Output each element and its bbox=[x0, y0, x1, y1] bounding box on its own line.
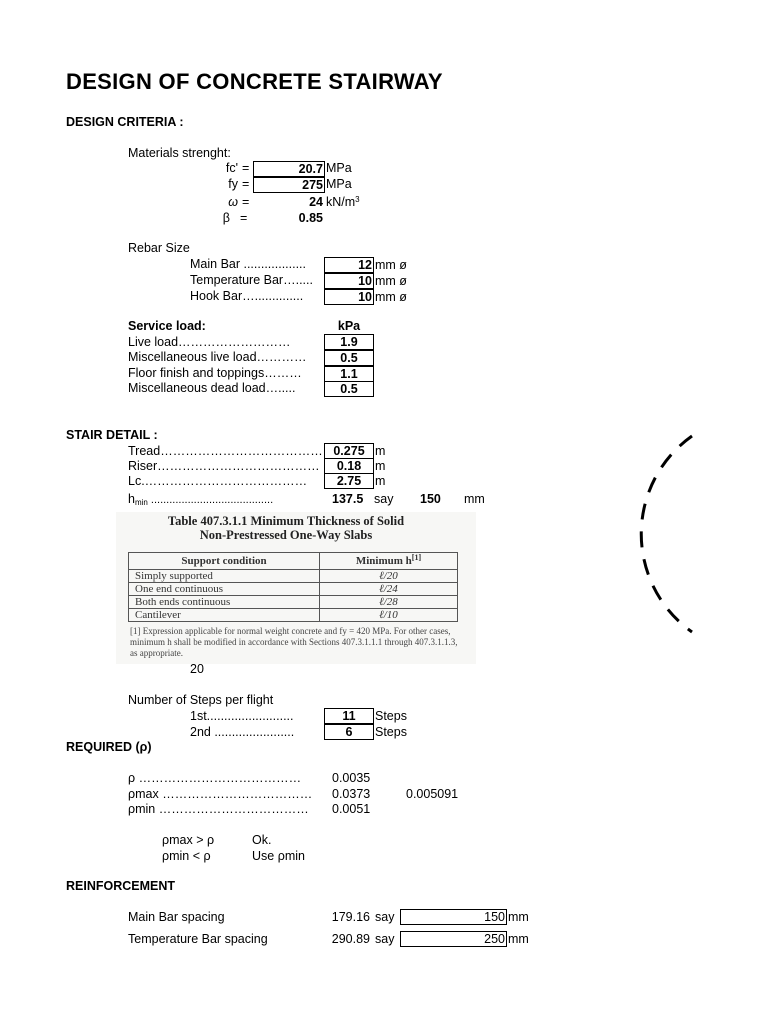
misc-dead-load-value-cell[interactable]: 0.5 bbox=[324, 381, 374, 397]
main-spacing-unit: mm bbox=[508, 910, 529, 924]
misc-live-load-value-cell[interactable]: 0.5 bbox=[324, 350, 374, 366]
materials-label: Materials strenght: bbox=[128, 146, 231, 160]
service-load-heading: Service load: bbox=[128, 319, 206, 333]
page-title: DESIGN OF CONCRETE STAIRWAY bbox=[66, 69, 443, 94]
tread-value-cell[interactable]: 0.275 bbox=[324, 443, 374, 459]
hook-bar-value-cell[interactable]: 10 bbox=[324, 289, 374, 305]
check-2-result: Use ρmin bbox=[252, 849, 305, 863]
temp-bar-unit: mm ø bbox=[375, 274, 407, 288]
rhomin-label: ρmin ……………………………… bbox=[128, 802, 309, 816]
code-table-value: ℓ/20 bbox=[320, 570, 458, 583]
divisor-value: 20 bbox=[190, 662, 204, 676]
code-table-image bbox=[116, 512, 476, 664]
beta-symbol: β bbox=[222, 211, 230, 225]
code-table-note: [1] Expression applicable for normal weight concrete and fy = 420 MPa. For other cases, minimum h shall be modified in accordance with Sections 407.3.1.1.1 through 407.3.1.1.3, as appropriate. bbox=[130, 626, 458, 658]
design-criteria-heading: DESIGN CRITERIA : bbox=[66, 115, 184, 129]
hook-bar-label: Hook Bar….............. bbox=[190, 289, 304, 303]
code-table-title-1: Table 407.3.1.1 Minimum Thickness of Solid bbox=[167, 514, 405, 528]
hmin-say: say bbox=[374, 492, 394, 506]
beta-eq: = bbox=[240, 211, 248, 225]
steps-1st-label: 1st......................... bbox=[190, 709, 294, 723]
table-row bbox=[129, 570, 458, 583]
temp-spacing-value-cell[interactable]: 250 bbox=[400, 931, 507, 947]
main-spacing-label: Main Bar spacing bbox=[128, 910, 225, 924]
main-spacing-say: say bbox=[375, 910, 395, 924]
stair-detail-heading: STAIR DETAIL : bbox=[66, 428, 158, 442]
misc-live-load-label: Miscellaneous live load………… bbox=[128, 350, 307, 364]
check-1-result: Ok. bbox=[252, 833, 272, 847]
code-table-condition: Cantilever bbox=[129, 609, 320, 622]
main-bar-unit: mm ø bbox=[375, 258, 407, 272]
check-1-condition: ρmax > ρ bbox=[162, 833, 215, 847]
temp-spacing-say: say bbox=[375, 932, 395, 946]
code-table-condition: One end continuous bbox=[129, 583, 320, 596]
main-spacing-value-cell[interactable]: 150 bbox=[400, 909, 507, 925]
rhomax-label: ρmax ……………………………… bbox=[128, 787, 313, 801]
service-load-unit-header: kPa bbox=[337, 319, 361, 333]
check-2-condition: ρmin < ρ bbox=[162, 849, 211, 863]
omega-eq: = bbox=[242, 195, 250, 209]
fy-unit: MPa bbox=[326, 177, 352, 191]
code-table bbox=[128, 552, 458, 622]
rho-label: ρ ………………………………… bbox=[128, 771, 302, 785]
table-row bbox=[129, 583, 458, 596]
rho-value: 0.0035 bbox=[332, 771, 371, 785]
tread-label: Tread………………………………… bbox=[128, 444, 323, 458]
hmin-unit: mm bbox=[464, 492, 485, 506]
required-heading: REQUIRED (ρ) bbox=[66, 740, 152, 754]
rhomax-value: 0.0373 bbox=[332, 787, 371, 801]
code-table-value: ℓ/24 bbox=[320, 583, 458, 596]
steps-2nd-value-cell[interactable]: 6 bbox=[324, 724, 374, 740]
rebar-heading: Rebar Size bbox=[128, 241, 190, 255]
omega-symbol: ω bbox=[228, 195, 238, 209]
steps-2nd-label: 2nd ....................... bbox=[190, 725, 295, 739]
riser-label: Riser………………………………… bbox=[128, 459, 320, 473]
hmin-value: 137.5 bbox=[332, 492, 364, 506]
steps-heading: Number of Steps per flight bbox=[128, 693, 274, 707]
table-row bbox=[129, 609, 458, 622]
riser-unit: m bbox=[375, 459, 386, 473]
code-table-condition: Simply supported bbox=[129, 570, 320, 583]
temp-spacing-unit: mm bbox=[508, 932, 529, 946]
temp-spacing-computed: 290.89 bbox=[331, 932, 370, 946]
lc-unit: m bbox=[375, 474, 386, 488]
temp-bar-label: Temperature Bar…..... bbox=[190, 273, 313, 287]
fc-eq: = bbox=[242, 161, 250, 175]
dashed-arc-shape bbox=[630, 430, 700, 640]
hook-bar-unit: mm ø bbox=[375, 290, 407, 304]
lc-label: Lc.………………………………… bbox=[128, 474, 308, 488]
code-table-value: ℓ/10 bbox=[320, 609, 458, 622]
floor-finish-label: Floor finish and toppings……… bbox=[128, 366, 302, 380]
code-table-col2-header: Minimum h[1] bbox=[320, 553, 458, 570]
code-table-condition: Both ends continuous bbox=[129, 596, 320, 609]
hmin-say-value: 150 bbox=[420, 492, 441, 506]
reinforcement-heading: REINFORCEMENT bbox=[66, 879, 176, 893]
fc-unit: MPa bbox=[326, 161, 352, 175]
code-table-value: ℓ/28 bbox=[320, 596, 458, 609]
rhomax-extra: 0.005091 bbox=[406, 787, 459, 801]
fy-eq: = bbox=[242, 177, 250, 191]
steps-1st-value-cell[interactable]: 11 bbox=[324, 708, 374, 724]
omega-value: 24 bbox=[309, 195, 323, 209]
hmin-label: $h_{min}$ ........................................ bbox=[128, 492, 274, 507]
floor-finish-value-cell[interactable]: 1.1 bbox=[324, 366, 374, 382]
code-table-col1-header: Support condition bbox=[129, 553, 320, 570]
main-bar-label: Main Bar .................. bbox=[190, 257, 307, 271]
riser-value-cell[interactable]: 0.18 bbox=[324, 458, 374, 474]
main-bar-value-cell[interactable]: 12 bbox=[324, 257, 374, 273]
live-load-label: Live load……………………… bbox=[128, 335, 291, 349]
lc-value-cell[interactable]: 2.75 bbox=[324, 473, 374, 489]
fc-symbol: fc' bbox=[225, 161, 238, 175]
steps-1st-unit: Steps bbox=[375, 709, 407, 723]
omega-unit: $kN/m^3$ bbox=[326, 195, 360, 209]
live-load-value-cell[interactable]: 1.9 bbox=[324, 334, 374, 350]
fy-value-cell[interactable]: 275 bbox=[253, 177, 325, 193]
code-table-header-row bbox=[129, 553, 458, 570]
fy-symbol: fy bbox=[228, 177, 238, 191]
table-row bbox=[129, 596, 458, 609]
main-spacing-computed: 179.16 bbox=[331, 910, 370, 924]
code-table-title-2: Non-Prestressed One-Way Slabs bbox=[199, 528, 373, 542]
temp-spacing-label: Temperature Bar spacing bbox=[128, 932, 268, 946]
beta-value: 0.85 bbox=[298, 211, 323, 225]
tread-unit: m bbox=[375, 444, 386, 458]
rhomin-value: 0.0051 bbox=[332, 802, 371, 816]
misc-dead-load-label: Miscellaneous dead load…..... bbox=[128, 381, 296, 395]
fc-value-cell[interactable]: 20.7 bbox=[253, 161, 325, 177]
steps-2nd-unit: Steps bbox=[375, 725, 407, 739]
temp-bar-value-cell[interactable]: 10 bbox=[324, 273, 374, 289]
